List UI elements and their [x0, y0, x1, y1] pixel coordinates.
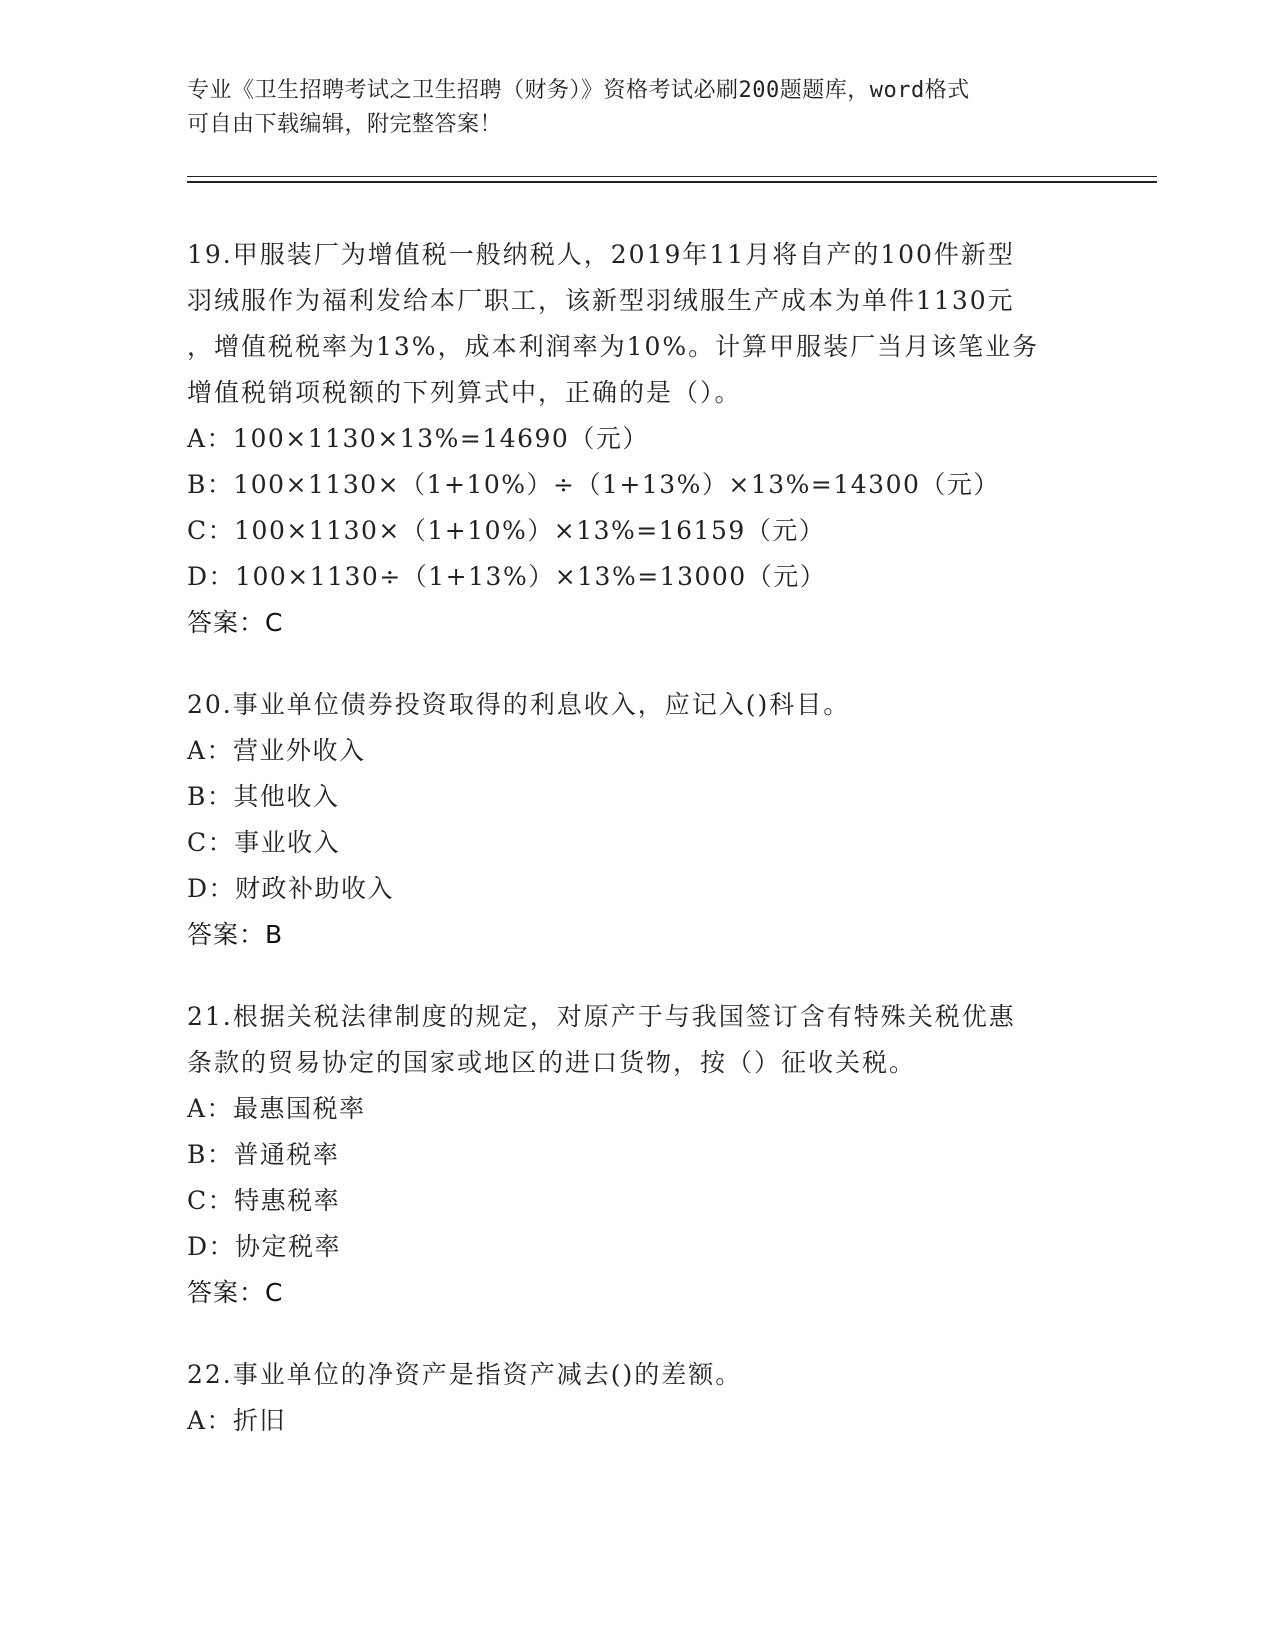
question-stem-line: 羽绒服作为福利发给本厂职工，该新型羽绒服生产成本为单件1130元: [187, 286, 1015, 315]
option-a: A：营业外收入: [187, 736, 366, 765]
question-stem-line: 20.事业单位债券投资取得的利息收入，应记入()科目。: [187, 690, 851, 719]
option-a: A：最惠国税率: [187, 1094, 366, 1123]
header-line-1: 专业《卫生招聘考试之卫生招聘（财务）》资格考试必刷200题题库，word格式: [187, 78, 970, 103]
question-stem: [187, 232, 1087, 416]
option-a: A：折旧: [187, 1406, 287, 1435]
header-divider-thin: [187, 176, 1157, 177]
option-c: C：100×1130×（1+10%）×13%=16159（元）: [187, 516, 826, 545]
question-20: [187, 682, 1087, 958]
question-stem: [187, 994, 1087, 1086]
option-d: D：100×1130÷（1+13%）×13%=13000（元）: [187, 562, 827, 591]
option-d: D：协定税率: [187, 1232, 342, 1261]
question-stem-line: 条款的贸易协定的国家或地区的进口货物，按（）征收关税。: [187, 1048, 917, 1077]
header-divider-thick: [187, 181, 1157, 183]
question-22: [187, 1352, 1087, 1444]
question-stem-line: 增值税销项税额的下列算式中，正确的是（）。: [187, 378, 742, 407]
option-d: D：财政补助收入: [187, 874, 395, 903]
question-stem: [187, 682, 1087, 728]
header-line-2: 可自由下载编辑，附完整答案！: [187, 112, 503, 137]
question-stem-line: 19.甲服装厂为增值税一般纳税人，2019年11月将自产的100件新型: [187, 240, 1015, 269]
question-stem-line: ，增值税税率为13%，成本利润率为10%。计算甲服装厂当月该笔业务: [187, 332, 1040, 361]
option-b: B：普通税率: [187, 1140, 340, 1169]
option-a: A：100×1130×13%=14690（元）: [187, 424, 649, 453]
question-21: [187, 994, 1087, 1316]
option-c: C：特惠税率: [187, 1186, 341, 1215]
answer-label: 答案：C: [187, 1278, 284, 1307]
option-b: B：其他收入: [187, 782, 340, 811]
question-stem-line: 21.根据关税法律制度的规定，对原产于与我国签订含有特殊关税优惠: [187, 1002, 1016, 1031]
question-list: [187, 232, 1087, 1480]
question-stem: [187, 1352, 1087, 1398]
question-stem-line: 22.事业单位的净资产是指资产减去()的差额。: [187, 1360, 743, 1389]
answer-label: 答案：B: [187, 920, 284, 949]
option-b: B：100×1130×（1+10%）÷（1+13%）×13%=14300（元）: [187, 470, 1000, 499]
question-19: [187, 232, 1087, 646]
answer-label: 答案：C: [187, 608, 284, 637]
option-c: C：事业收入: [187, 828, 341, 857]
document-header: [187, 74, 1087, 142]
